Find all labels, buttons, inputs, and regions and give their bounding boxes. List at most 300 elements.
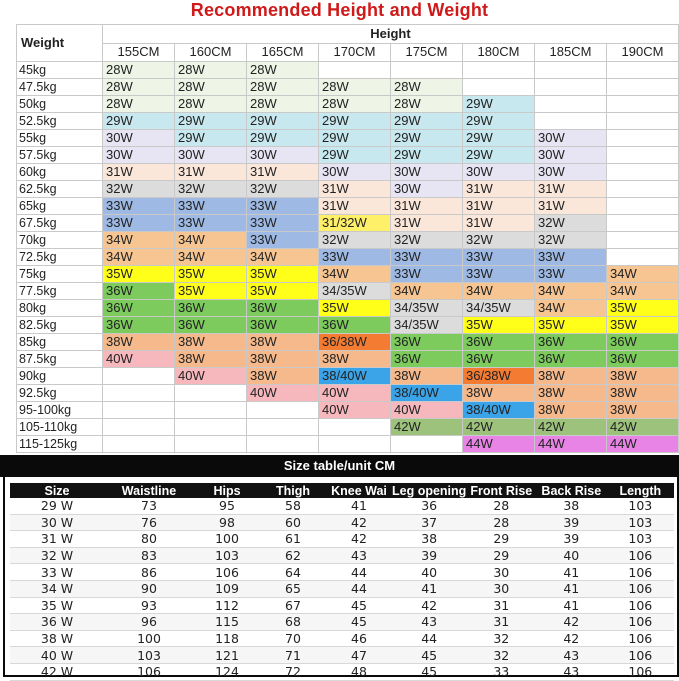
height-header: Height [103, 25, 679, 44]
size-table-column-header: Knee Wai [326, 483, 392, 498]
recommended-size-cell: 34/35W [391, 317, 463, 334]
recommended-size-cell: 28W [391, 79, 463, 96]
height-column-header: 175CM [391, 43, 463, 62]
recommended-size-cell: 33W [175, 215, 247, 232]
size-measurement-cell: 30 [466, 564, 536, 581]
size-measurement-cell: 106 [606, 564, 674, 581]
recommended-size-cell: 33W [247, 198, 319, 215]
size-measurement-cell: 36 [392, 498, 466, 514]
recommended-size-cell: 29W [463, 147, 535, 164]
recommended-size-cell: 30W [319, 164, 391, 181]
size-measurement-cell: 124 [194, 663, 260, 680]
size-measurement-cell: 96 [104, 614, 194, 631]
size-measurement-cell: 44 [392, 630, 466, 647]
recommended-size-cell: 29W [463, 130, 535, 147]
recommended-size-cell: 33W [319, 249, 391, 266]
recommended-size-cell: 38W [391, 368, 463, 385]
recommended-size-cell: 42W [535, 419, 607, 436]
recommended-size-cell: 28W [247, 62, 319, 79]
recommended-size-cell: 32W [247, 181, 319, 198]
size-label: 35 W [10, 597, 104, 614]
weight-row [17, 368, 679, 385]
size-measurement-cell: 28 [466, 514, 536, 531]
recommended-size-cell [607, 164, 679, 181]
size-table-column-header: Waistline [104, 483, 194, 498]
recommended-size-cell: 34W [607, 283, 679, 300]
size-table-row [10, 564, 674, 581]
height-column-header: 190CM [607, 43, 679, 62]
weight-label: 95-100kg [17, 402, 103, 419]
recommended-size-cell [103, 385, 175, 402]
recommended-size-cell [391, 436, 463, 453]
size-table-row [10, 547, 674, 564]
size-measurement-cell: 40 [392, 564, 466, 581]
size-measurement-cell: 41 [392, 580, 466, 597]
recommended-size-cell: 29W [463, 113, 535, 130]
size-measurement-cell: 44 [326, 580, 392, 597]
size-measurement-cell: 37 [392, 514, 466, 531]
recommended-size-cell: 31W [175, 164, 247, 181]
size-measurement-cell: 90 [104, 580, 194, 597]
weight-row [17, 232, 679, 249]
weight-label: 80kg [17, 300, 103, 317]
recommended-size-cell: 38W [535, 385, 607, 402]
size-table-column-header: Length [606, 483, 674, 498]
recommended-size-cell [175, 402, 247, 419]
recommended-size-cell: 30W [103, 130, 175, 147]
size-measurement-cell: 62 [260, 547, 326, 564]
size-measurement-cell: 32 [466, 647, 536, 664]
recommended-size-cell [607, 62, 679, 79]
size-measurement-cell: 45 [326, 614, 392, 631]
recommended-size-cell [175, 385, 247, 402]
recommended-size-cell: 34W [103, 232, 175, 249]
recommended-size-cell: 34W [535, 283, 607, 300]
recommended-size-cell: 28W [247, 96, 319, 113]
weight-row [17, 147, 679, 164]
recommended-size-cell [535, 113, 607, 130]
size-measurement-cell: 43 [536, 663, 606, 680]
recommended-size-cell: 35W [175, 283, 247, 300]
size-measurement-cell: 103 [606, 514, 674, 531]
size-measurement-cell: 40 [536, 547, 606, 564]
size-measurement-cell: 93 [104, 597, 194, 614]
recommended-size-cell: 28W [247, 79, 319, 96]
recommended-size-cell: 38/40W [463, 402, 535, 419]
recommended-size-cell [319, 436, 391, 453]
recommended-size-cell: 38W [607, 385, 679, 402]
height-column-header: 180CM [463, 43, 535, 62]
size-measurement-cell: 42 [536, 614, 606, 631]
size-measurement-cell: 76 [104, 514, 194, 531]
size-label: 42 W [10, 663, 104, 680]
size-measurement-cell: 41 [536, 597, 606, 614]
recommended-size-cell [319, 419, 391, 436]
recommended-size-cell: 36W [247, 300, 319, 317]
recommended-size-cell [103, 368, 175, 385]
size-table-column-header: Front Rise [466, 483, 536, 498]
recommended-size-cell: 33W [391, 249, 463, 266]
weight-row [17, 419, 679, 436]
recommended-size-cell: 32W [103, 181, 175, 198]
weight-label: 57.5kg [17, 147, 103, 164]
size-measurement-cell: 103 [606, 531, 674, 548]
recommended-size-cell: 34W [607, 266, 679, 283]
size-measurement-cell: 39 [392, 547, 466, 564]
recommended-size-cell: 30W [175, 147, 247, 164]
recommended-size-cell: 36W [535, 351, 607, 368]
recommended-size-cell: 32W [463, 232, 535, 249]
recommended-size-cell: 32W [535, 215, 607, 232]
recommended-size-cell: 36W [175, 300, 247, 317]
recommended-size-cell: 28W [319, 79, 391, 96]
recommended-size-cell: 36W [319, 317, 391, 334]
size-measurement-cell: 64 [260, 564, 326, 581]
recommended-size-cell: 32W [391, 232, 463, 249]
recommended-size-cell: 44W [607, 436, 679, 453]
recommended-size-cell: 38/40W [319, 368, 391, 385]
size-measurement-cell: 106 [606, 647, 674, 664]
size-measurement-cell: 58 [260, 498, 326, 514]
weight-row [17, 385, 679, 402]
weight-row [17, 249, 679, 266]
recommended-size-cell [103, 402, 175, 419]
recommended-size-cell: 35W [607, 300, 679, 317]
recommended-size-cell [535, 96, 607, 113]
recommended-size-cell: 35W [103, 266, 175, 283]
recommended-size-cell [247, 436, 319, 453]
recommended-size-cell: 38W [535, 402, 607, 419]
weight-row [17, 181, 679, 198]
recommended-size-cell: 36W [607, 334, 679, 351]
size-table-column-header: Hips [194, 483, 260, 498]
size-measurement-cell: 39 [536, 531, 606, 548]
size-table-row [10, 630, 674, 647]
weight-row [17, 113, 679, 130]
recommended-size-cell [391, 62, 463, 79]
size-measurement-cell: 115 [194, 614, 260, 631]
size-measurement-cell: 44 [326, 564, 392, 581]
recommended-size-cell [175, 436, 247, 453]
weight-row [17, 62, 679, 79]
weight-label: 77.5kg [17, 283, 103, 300]
size-measurement-cell: 42 [326, 531, 392, 548]
recommended-size-cell: 38W [247, 368, 319, 385]
recommended-size-cell: 36W [463, 334, 535, 351]
recommended-size-cell: 29W [247, 113, 319, 130]
recommended-size-cell: 31W [391, 198, 463, 215]
recommended-size-cell: 30W [103, 147, 175, 164]
height-column-header: 170CM [319, 43, 391, 62]
recommended-size-cell: 32W [319, 232, 391, 249]
size-measurement-cell: 68 [260, 614, 326, 631]
recommended-size-cell [103, 436, 175, 453]
size-measurement-table [10, 483, 674, 681]
size-table-row [10, 498, 674, 514]
recommended-size-cell: 35W [247, 283, 319, 300]
height-column-header: 165CM [247, 43, 319, 62]
recommended-size-cell: 31W [103, 164, 175, 181]
size-measurement-cell: 103 [194, 547, 260, 564]
size-table-column-header: Leg opening [392, 483, 467, 498]
recommended-size-cell: 38W [247, 334, 319, 351]
size-measurement-cell: 100 [194, 531, 260, 548]
recommended-size-cell: 35W [607, 317, 679, 334]
recommended-size-cell [607, 249, 679, 266]
recommended-size-cell [607, 130, 679, 147]
height-column-header: 160CM [175, 43, 247, 62]
size-measurement-cell: 32 [466, 630, 536, 647]
recommended-size-cell: 40W [247, 385, 319, 402]
recommended-size-cell [607, 181, 679, 198]
size-measurement-cell: 67 [260, 597, 326, 614]
recommended-size-cell: 36W [391, 334, 463, 351]
recommended-size-cell: 31W [319, 181, 391, 198]
size-measurement-cell: 100 [104, 630, 194, 647]
size-measurement-cell: 31 [466, 597, 536, 614]
recommended-size-cell: 29W [319, 113, 391, 130]
height-column-header: 185CM [535, 43, 607, 62]
weight-label: 55kg [17, 130, 103, 147]
size-measurement-cell: 103 [104, 647, 194, 664]
recommended-size-cell [175, 419, 247, 436]
size-measurement-cell: 80 [104, 531, 194, 548]
recommended-size-cell: 34W [175, 249, 247, 266]
recommended-size-cell: 38W [535, 368, 607, 385]
weight-row [17, 130, 679, 147]
recommended-size-cell: 33W [535, 266, 607, 283]
recommended-size-cell: 34W [319, 266, 391, 283]
recommended-size-cell [535, 79, 607, 96]
recommended-size-cell: 44W [535, 436, 607, 453]
size-label: 31 W [10, 531, 104, 548]
size-measurement-cell: 45 [326, 597, 392, 614]
size-measurement-cell: 29 [466, 531, 536, 548]
weight-label: 60kg [17, 164, 103, 181]
size-measurement-cell: 121 [194, 647, 260, 664]
size-label: 30 W [10, 514, 104, 531]
size-label: 38 W [10, 630, 104, 647]
size-measurement-cell: 106 [606, 580, 674, 597]
recommended-size-cell: 28W [175, 62, 247, 79]
recommended-size-cell: 29W [391, 130, 463, 147]
recommended-size-cell: 38W [607, 368, 679, 385]
recommended-size-table [16, 24, 679, 453]
recommended-size-cell [103, 419, 175, 436]
height-column-header: 155CM [103, 43, 175, 62]
recommended-size-cell: 35W [175, 266, 247, 283]
size-table-row [10, 580, 674, 597]
weight-label: 72.5kg [17, 249, 103, 266]
recommended-size-cell: 40W [103, 351, 175, 368]
recommended-size-cell: 29W [319, 130, 391, 147]
recommended-size-cell: 33W [103, 198, 175, 215]
recommended-size-cell: 33W [175, 198, 247, 215]
recommended-size-cell: 28W [175, 96, 247, 113]
recommended-size-cell: 31W [391, 215, 463, 232]
size-measurement-cell: 72 [260, 663, 326, 680]
size-measurement-cell: 98 [194, 514, 260, 531]
recommended-size-cell: 36W [103, 300, 175, 317]
weight-row [17, 266, 679, 283]
weight-label: 62.5kg [17, 181, 103, 198]
recommended-size-cell: 30W [391, 181, 463, 198]
recommended-size-cell [247, 402, 319, 419]
size-label: 36 W [10, 614, 104, 631]
recommended-size-cell: 28W [319, 96, 391, 113]
recommended-size-cell: 28W [391, 96, 463, 113]
recommended-size-cell: 36W [175, 317, 247, 334]
size-measurement-cell: 41 [536, 580, 606, 597]
size-measurement-cell: 61 [260, 531, 326, 548]
recommended-size-cell: 38W [103, 334, 175, 351]
recommended-size-cell: 29W [247, 130, 319, 147]
size-measurement-cell: 48 [326, 663, 392, 680]
size-measurement-cell: 65 [260, 580, 326, 597]
size-measurement-cell: 112 [194, 597, 260, 614]
recommended-size-cell: 34W [247, 249, 319, 266]
recommended-size-cell: 44W [463, 436, 535, 453]
recommended-size-cell: 30W [391, 164, 463, 181]
recommended-size-cell: 28W [103, 62, 175, 79]
recommended-size-cell: 36/38W [463, 368, 535, 385]
recommended-size-cell: 30W [535, 130, 607, 147]
recommended-size-cell: 38W [463, 385, 535, 402]
size-measurement-cell: 83 [104, 547, 194, 564]
size-label: 33 W [10, 564, 104, 581]
recommended-size-cell: 38/40W [391, 385, 463, 402]
weight-row [17, 436, 679, 453]
weight-label: 115-125kg [17, 436, 103, 453]
recommended-size-cell: 36W [607, 351, 679, 368]
recommended-size-cell: 33W [103, 215, 175, 232]
size-measurement-cell: 29 [466, 547, 536, 564]
size-measurement-cell: 103 [606, 498, 674, 514]
size-measurement-cell: 60 [260, 514, 326, 531]
recommended-size-cell [607, 215, 679, 232]
size-table-row [10, 597, 674, 614]
weight-label: 105-110kg [17, 419, 103, 436]
recommended-size-cell: 42W [463, 419, 535, 436]
recommended-size-cell [607, 147, 679, 164]
size-measurement-cell: 45 [392, 663, 466, 680]
recommended-size-cell: 40W [175, 368, 247, 385]
size-measurement-cell: 47 [326, 647, 392, 664]
size-label: 32 W [10, 547, 104, 564]
recommended-size-cell [463, 62, 535, 79]
size-table-column-header: Size [10, 483, 104, 498]
recommended-size-cell: 36W [103, 317, 175, 334]
size-measurement-cell: 38 [392, 531, 466, 548]
size-measurement-cell: 42 [326, 514, 392, 531]
size-measurement-cell: 28 [466, 498, 536, 514]
recommended-size-cell: 31/32W [319, 215, 391, 232]
recommended-size-cell: 30W [463, 164, 535, 181]
recommended-size-cell: 38W [607, 402, 679, 419]
weight-row [17, 283, 679, 300]
recommended-size-cell: 35W [247, 266, 319, 283]
weight-row [17, 198, 679, 215]
recommended-size-cell: 36W [535, 334, 607, 351]
recommended-size-cell: 28W [103, 79, 175, 96]
recommended-size-cell: 33W [391, 266, 463, 283]
size-table-row [10, 614, 674, 631]
size-measurement-cell: 39 [536, 514, 606, 531]
size-measurement-cell: 106 [104, 663, 194, 680]
recommended-size-cell: 31W [319, 198, 391, 215]
size-measurement-cell: 86 [104, 564, 194, 581]
size-measurement-cell: 106 [606, 547, 674, 564]
weight-label: 70kg [17, 232, 103, 249]
recommended-size-cell: 33W [247, 215, 319, 232]
recommended-size-cell: 34W [463, 283, 535, 300]
recommended-size-cell: 32W [535, 232, 607, 249]
recommended-size-cell: 32W [175, 181, 247, 198]
size-measurement-cell: 70 [260, 630, 326, 647]
size-measurement-cell: 41 [326, 498, 392, 514]
recommended-size-cell: 34/35W [391, 300, 463, 317]
weight-label: 92.5kg [17, 385, 103, 402]
recommended-size-cell: 38W [175, 334, 247, 351]
recommended-size-cell: 40W [319, 385, 391, 402]
weight-row [17, 164, 679, 181]
recommended-size-cell: 30W [535, 147, 607, 164]
recommended-size-cell: 34W [535, 300, 607, 317]
size-measurement-cell: 38 [536, 498, 606, 514]
recommended-size-cell: 29W [391, 147, 463, 164]
size-label: 29 W [10, 498, 104, 514]
recommended-size-cell: 30W [535, 164, 607, 181]
size-table-row [10, 531, 674, 548]
size-measurement-cell: 73 [104, 498, 194, 514]
recommended-size-cell: 33W [535, 249, 607, 266]
size-table-column-header: Back Rise [536, 483, 606, 498]
size-measurement-cell: 109 [194, 580, 260, 597]
size-measurement-cell: 41 [536, 564, 606, 581]
size-measurement-cell: 106 [606, 630, 674, 647]
size-table-title: Size table/unit CM [283, 458, 396, 473]
size-measurement-cell: 106 [606, 663, 674, 680]
size-label: 34 W [10, 580, 104, 597]
recommended-size-cell: 34W [391, 283, 463, 300]
size-measurement-cell: 95 [194, 498, 260, 514]
recommended-size-cell [607, 113, 679, 130]
weight-label: 65kg [17, 198, 103, 215]
weight-row [17, 79, 679, 96]
size-measurement-cell: 106 [194, 564, 260, 581]
size-measurement-cell: 106 [606, 597, 674, 614]
recommended-size-cell: 35W [463, 317, 535, 334]
weight-label: 75kg [17, 266, 103, 283]
recommended-size-cell [607, 232, 679, 249]
size-measurement-cell: 31 [466, 614, 536, 631]
recommended-size-cell: 38W [175, 351, 247, 368]
weight-label: 82.5kg [17, 317, 103, 334]
recommended-size-cell: 35W [535, 317, 607, 334]
recommended-size-cell: 40W [391, 402, 463, 419]
weight-label: 47.5kg [17, 79, 103, 96]
recommended-size-cell: 42W [607, 419, 679, 436]
recommended-size-cell [319, 62, 391, 79]
weight-row [17, 300, 679, 317]
recommended-size-cell: 31W [535, 198, 607, 215]
size-measurement-cell: 42 [392, 597, 466, 614]
recommended-size-cell: 38W [247, 351, 319, 368]
recommended-size-cell: 36/38W [319, 334, 391, 351]
recommended-size-cell: 36W [463, 351, 535, 368]
weight-label: 85kg [17, 334, 103, 351]
recommended-size-cell [607, 96, 679, 113]
